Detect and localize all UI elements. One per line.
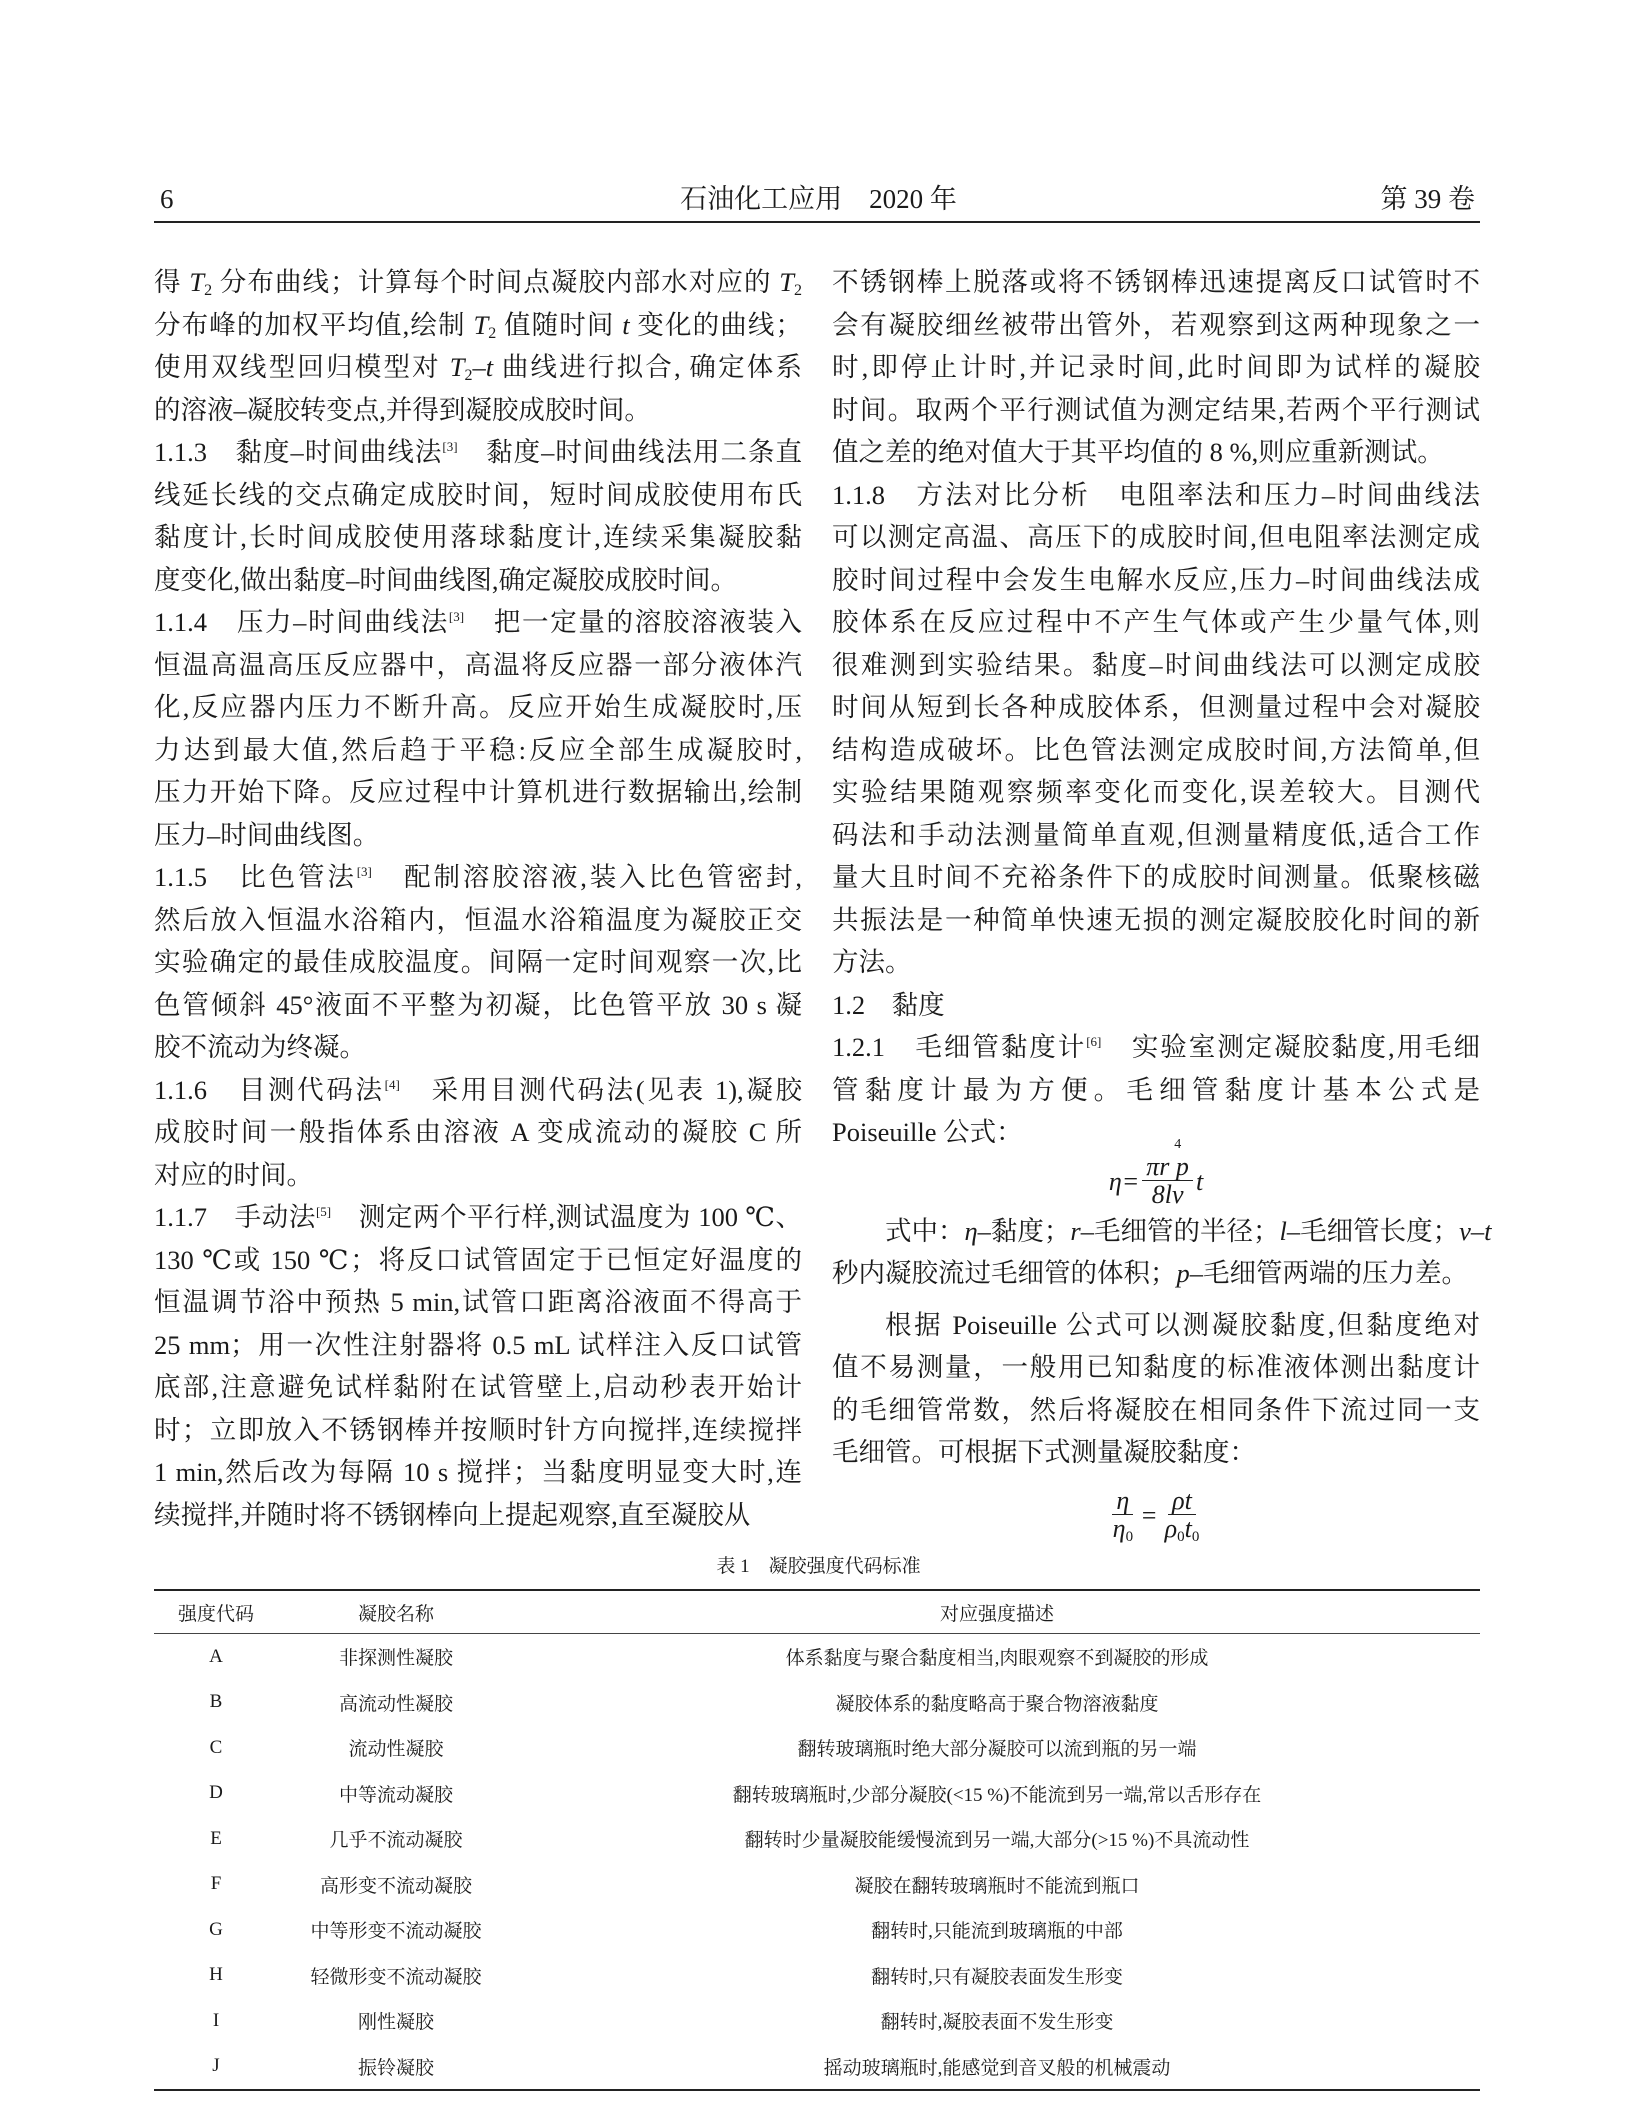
text-line: 1.1.5 比色管法[3] 配制溶胶溶液,装入比色管密封, xyxy=(154,862,802,892)
code-cell: D xyxy=(209,1782,223,1804)
description-cell: 翻转时,凝胶表面不发生形变 xyxy=(880,2012,1114,2034)
name-cell: 高形变不流动凝胶 xyxy=(319,1875,472,1897)
code-cell: G xyxy=(209,1918,223,1940)
text-line: 使用双线型回归模型对 $T_2-t$ 曲线进行拟合, 确定体系 xyxy=(154,352,802,384)
description-cell: 凝胶在翻转玻璃瓶时不能流到瓶口 xyxy=(854,1875,1140,1897)
volume-header: 第 39 卷 xyxy=(1380,184,1475,214)
journal-header: 石油化工应用 2020 年 xyxy=(680,184,957,214)
header-description: 对应强度描述 xyxy=(939,1603,1054,1625)
rho: ρ xyxy=(1164,1514,1178,1543)
text-line: 值不易测量，一般用已知黏度的标准液体测出黏度计 xyxy=(832,1352,1480,1382)
code-cell: I xyxy=(212,2009,220,2031)
table-row xyxy=(154,1907,1480,1953)
text-line: 很难测到实验结果。黏度–时间曲线法可以测定成胶 xyxy=(832,649,1480,680)
right-text-a xyxy=(832,261,1480,1154)
gel-strength-code-table xyxy=(154,1589,1480,2091)
right-text-b xyxy=(832,1210,1492,1295)
text-line: 度变化,做出黏度–时间曲线图,确定凝胶成胶时间。 xyxy=(154,564,737,595)
formula1-fraction xyxy=(1142,1137,1193,1209)
code-cell: F xyxy=(210,1873,222,1895)
name-cell: 轻微形变不流动凝胶 xyxy=(310,1966,482,1988)
name-cell: 几乎不流动凝胶 xyxy=(329,1830,463,1852)
description-cell: 凝胶体系的黏度略高于聚合物溶液黏度 xyxy=(835,1693,1159,1715)
formula2-right-fraction xyxy=(1161,1488,1204,1543)
text-line: 值之差的绝对值大于其平均值的 8 %,则应重新测试。 xyxy=(832,437,1444,467)
name-cell: 刚性凝胶 xyxy=(357,2012,434,2034)
right-text-c xyxy=(832,1304,1480,1474)
text-line: 1.1.3 黏度–时间曲线法[3] 黏度–时间曲线法用二条直 xyxy=(154,437,803,467)
description-cell: 翻转时少量凝胶能缓慢流到另一端,大部分(>15 %)不具流动性 xyxy=(744,1830,1250,1852)
text-line: 管黏度计最为方便。毛细管黏度计基本公式是 xyxy=(832,1074,1480,1105)
code-cell: B xyxy=(209,1691,223,1713)
formula2-left-fraction xyxy=(1109,1488,1137,1543)
viscosity-ratio-formula xyxy=(832,1480,1480,1552)
formula1-numerator: πr p xyxy=(1146,1152,1189,1181)
text-line: 1.1.4 压力–时间曲线法[3] 把一定量的溶胶溶液装入 xyxy=(154,607,803,637)
formula1-tail: t xyxy=(1195,1166,1204,1196)
text-line: 量大且时间不充裕条件下的成胶时间测量。低聚核磁 xyxy=(832,862,1480,892)
description-cell: 摇动玻璃瓶时,能感觉到音叉般的机械震动 xyxy=(823,2057,1171,2079)
text-line: 1 min,然后改为每隔 10 s 搅拌；当黏度明显变大时,连 xyxy=(154,1457,802,1487)
subscript: 0 xyxy=(1177,1529,1185,1545)
code-cell: A xyxy=(209,1645,223,1667)
text-line: 线延长线的交点确定成胶时间，短时间成胶使用布氏 xyxy=(154,479,802,510)
text-line: 1.2 黏度 xyxy=(832,989,945,1020)
text-line: 色管倾斜 45°液面不平整为初凝，比色管平放 30 s 凝 xyxy=(154,989,802,1020)
header-rule xyxy=(154,221,1480,223)
formula2-left-denominator: η xyxy=(1112,1514,1126,1543)
description-cell: 翻转时,只有凝胶表面发生形变 xyxy=(871,1966,1123,1988)
table-row xyxy=(154,1725,1480,1771)
text-line: 得 $T_2$ 分布曲线；计算每个时间点凝胶内部水对应的 $T_2$ xyxy=(154,267,803,299)
right-column xyxy=(832,261,1492,1552)
text-line: 对应的时间。 xyxy=(154,1159,313,1190)
text-line: 码法和手动法测量简单直观,但测量精度低,适合工作 xyxy=(832,819,1480,850)
text-line: 实验确定的最佳成胶温度。间隔一定时间观察一次,比 xyxy=(154,947,802,977)
text-line: 时间。取两个平行测试值为测定结果,若两个平行测试 xyxy=(832,394,1480,425)
text-line: 底部,注意避免试样黏附在试管壁上,启动秒表开始计 xyxy=(154,1372,802,1402)
table-row xyxy=(154,1771,1480,1817)
poiseuille-formula xyxy=(832,1137,1480,1210)
name-cell: 非探测性凝胶 xyxy=(338,1648,453,1670)
text-line: 根据 Poiseuille 公式可以测凝胶黏度,但黏度绝对 xyxy=(885,1309,1480,1340)
code-cell: C xyxy=(209,1736,223,1758)
text-line: 25 mm；用一次性注射器将 0.5 mL 试样注入反口试管 xyxy=(154,1329,802,1360)
name-cell: 中等形变不流动凝胶 xyxy=(310,1921,482,1943)
formula2-right-numerator: ρt xyxy=(1168,1488,1196,1515)
description-cell: 体系黏度与聚合黏度相当,肉眼观察不到凝胶的形成 xyxy=(785,1648,1209,1670)
text-line: 时间从短到长各种成胶体系，但测量过程中会对凝胶 xyxy=(832,692,1480,722)
code-cell: J xyxy=(212,2055,220,2077)
formula1-exponent: 4 xyxy=(1174,1137,1182,1152)
text-line: 压力开始下降。反应过程中计算机进行数据输出,绘制 xyxy=(154,777,802,807)
formula2-equals: = xyxy=(1140,1500,1158,1530)
text-line: 恒温高温高压反应器中，高温将反应器一部分液体汽 xyxy=(154,649,802,680)
text-line: 胶体系在反应过程中不产生气体或产生少量气体,则 xyxy=(832,607,1480,637)
table-row xyxy=(154,2044,1480,2091)
description-cell: 翻转玻璃瓶时,少部分凝胶(<15 %)不能流到另一端,常以舌形存在 xyxy=(732,1784,1262,1806)
header-code: 强度代码 xyxy=(177,1603,254,1625)
name-cell: 中等流动凝胶 xyxy=(338,1784,453,1806)
text-line: 的溶液–凝胶转变点,并得到凝胶成胶时间。 xyxy=(154,394,651,425)
text-line: 黏度计,长时间成胶使用落球黏度计,连续采集凝胶黏 xyxy=(154,522,802,552)
text-line: 会有凝胶细丝被带出管外，若观察到这两种现象之一 xyxy=(832,309,1480,340)
code-cell: E xyxy=(210,1827,222,1849)
text-line: 然后放入恒温水浴箱内，恒温水浴箱温度为凝胶正交 xyxy=(154,904,802,935)
table-row xyxy=(154,1953,1480,1999)
table-row xyxy=(154,1680,1480,1726)
text-line: 1.1.6 目测代码法[4] 采用目测代码法(见表 1),凝胶 xyxy=(154,1074,802,1105)
text-line: 130 ℃或 150 ℃；将反口试管固定于已恒定好温度的 xyxy=(154,1244,802,1275)
subscript: 0 xyxy=(1125,1529,1134,1545)
text-line: 恒温调节浴中预热 5 min,试管口距离浴液面不得高于 xyxy=(154,1287,802,1317)
table-header-row xyxy=(154,1590,1480,1634)
left-column xyxy=(154,261,802,1536)
text-line: 可以测定高温、高压下的成胶时间,但电阻率法测定成 xyxy=(832,522,1480,552)
text-line: 结构造成破坏。比色管法测定成胶时间,方法简单,但 xyxy=(832,734,1480,765)
header-name: 凝胶名称 xyxy=(357,1603,434,1625)
text-line: 胶时间过程中会发生电解水反应,压力–时间曲线法成 xyxy=(832,564,1480,595)
description-cell: 翻转时,只能流到玻璃瓶的中部 xyxy=(871,1921,1123,1943)
name-cell: 振铃凝胶 xyxy=(357,2057,434,2079)
formula1-denominator: 8lv xyxy=(1151,1180,1184,1209)
subscript: 0 xyxy=(1191,1529,1200,1545)
text-line: 1.1.8 方法对比分析 电阻率法和压力–时间曲线法 xyxy=(832,479,1480,510)
text-line: 续搅拌,并随时将不锈钢棒向上提起观察,直至凝胶从 xyxy=(154,1499,751,1530)
left-text xyxy=(154,261,802,1536)
text-line: 毛细管。可根据下式测量凝胶黏度： xyxy=(832,1437,1256,1467)
name-cell: 流动性凝胶 xyxy=(348,1739,444,1761)
text-line: 分布峰的加权平均值,绘制 $T_2$ 值随时间 t 变化的曲线； xyxy=(154,309,803,342)
text-line: 的毛细管常数，然后将凝胶在相同条件下流过同一支 xyxy=(832,1394,1480,1425)
code-cell: H xyxy=(209,1964,223,1986)
text-line: 方法。 xyxy=(832,947,912,977)
text-line: 时,即停止计时,并记录时间,此时间即为试样的凝胶 xyxy=(832,352,1480,382)
text-line: 不锈钢棒上脱落或将不锈钢棒迅速提离反口试管时不 xyxy=(832,267,1480,297)
text-line: 化,反应器内压力不断升高。反应开始生成凝胶时,压 xyxy=(154,692,802,722)
name-cell: 高流动性凝胶 xyxy=(338,1693,453,1715)
text-line: 压力–时间曲线图。 xyxy=(154,819,380,850)
text-line: Poiseuille 公式： xyxy=(832,1117,1023,1147)
table-row xyxy=(154,1634,1480,1680)
t: t xyxy=(1184,1514,1192,1543)
text-line: 胶不流动为终凝。 xyxy=(154,1032,366,1062)
text-line: 式中：η–黏度；r–毛细管的半径；l–毛细管长度；v–t xyxy=(885,1215,1492,1246)
table-row xyxy=(154,1816,1480,1862)
table-caption: 表 1 凝胶强度代码标准 xyxy=(716,1556,921,1577)
text-line: 成胶时间一般指体系由溶液 A 变成流动的凝胶 C 所 xyxy=(154,1117,802,1147)
table-row xyxy=(154,1998,1480,2044)
text-line: 秒内凝胶流过毛细管的体积；p–毛细管两端的压力差。 xyxy=(832,1258,1468,1288)
description-cell: 翻转玻璃瓶时绝大部分凝胶可以流到瓶的另一端 xyxy=(797,1739,1197,1761)
text-line: 时；立即放入不锈钢棒并按顺时针方向搅拌,连续搅拌 xyxy=(154,1414,802,1445)
text-line: 1.2.1 毛细管黏度计[6] 实验室测定凝胶黏度,用毛细 xyxy=(832,1032,1481,1062)
text-line: 实验结果随观察频率变化而变化,误差较大。目测代 xyxy=(832,777,1480,807)
page-number: 6 xyxy=(160,184,174,214)
text-line: 力达到最大值,然后趋于平稳:反应全部生成凝胶时, xyxy=(154,734,802,765)
table-row xyxy=(154,1862,1480,1908)
formula1-lhs: η= xyxy=(1108,1166,1140,1196)
text-line: 1.1.7 手动法[5] 测定两个平行样,测试温度为 100 ℃、 xyxy=(154,1202,802,1232)
formula2-left-numerator: η xyxy=(1112,1488,1133,1515)
text-line: 共振法是一种简单快速无损的测定凝胶胶化时间的新 xyxy=(832,904,1480,935)
